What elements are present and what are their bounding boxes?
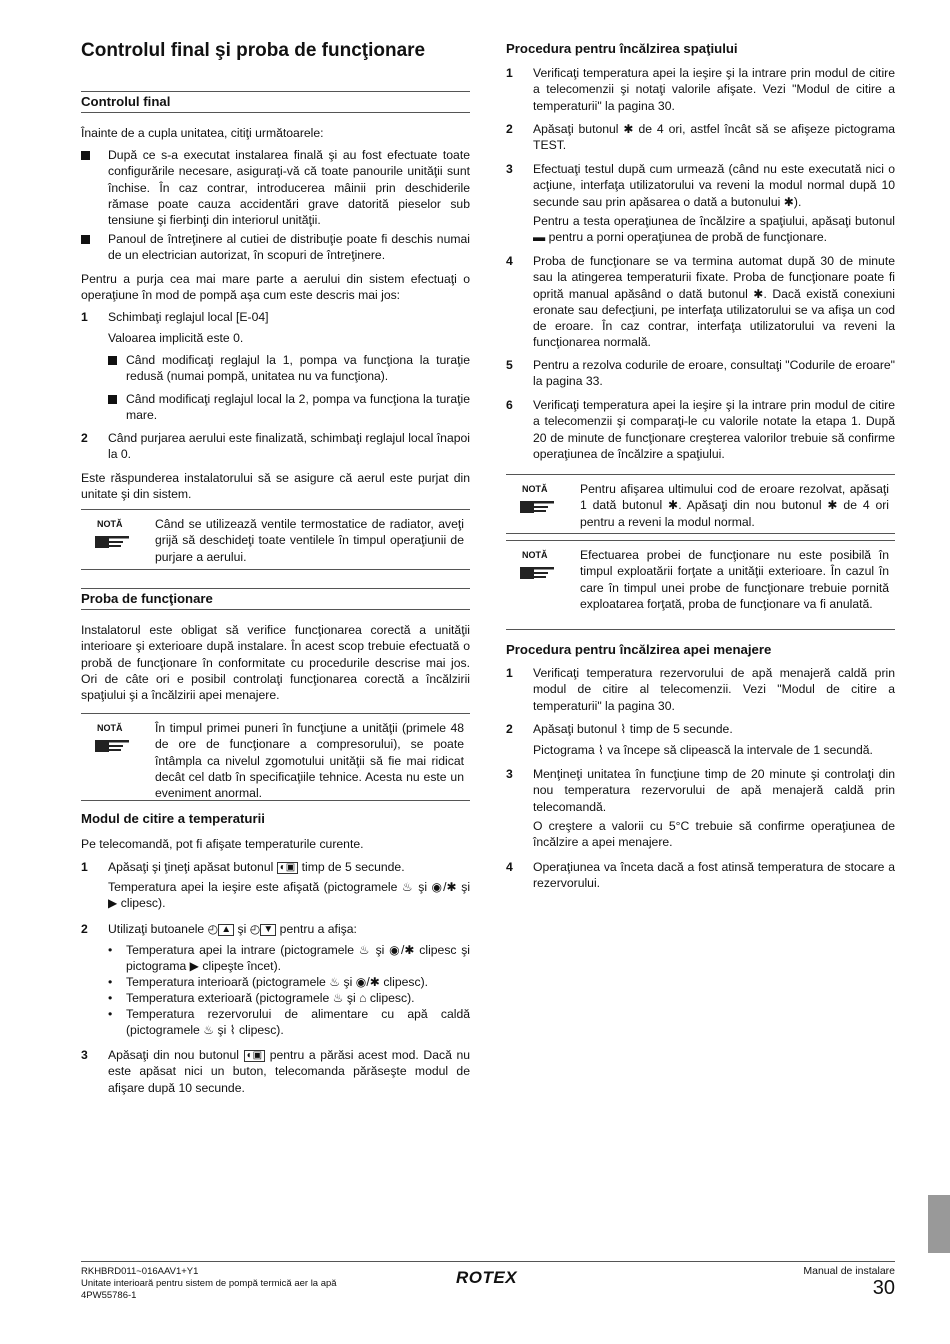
- step-text: Verificaţi temperatura apei la ieşire şi la intrare prin modul de citire a telecomenzii şi notaţi valorile afişate. Vezi "Modul de citire a temperaturii" la pagina 30.: [533, 66, 895, 113]
- footer-doc-number: 4PW55786-1: [81, 1290, 137, 1301]
- step-number: 3: [81, 1048, 88, 1062]
- step-text-part: şi: [237, 922, 247, 936]
- bullet-text: După ce s-a executat instalarea finală şi au fost efectuate toate configurările necesare, asiguraţi-vă că toate panourile unităţii sunt închise. În caz contrar, introducerea mâinii prin deschiderile rămase poate cauza accidentări grave datorită pieselor sub tensiune şi fierbinţi din interiorul unităţii.: [108, 148, 470, 228]
- step-default-text: Valoarea implicită este 0.: [108, 331, 244, 345]
- sub-bullet-text: Când modificaţi reglajul la 1, pompa va funcţiona la turaţie redusă (numai pompă, unitatea nu va funcţiona).: [126, 353, 470, 384]
- up-arrow-icon: ▲: [218, 924, 234, 936]
- footer-model: RKHBRD011~016AAV1+Y1: [81, 1266, 199, 1277]
- section-title: Controlul final: [81, 94, 171, 109]
- footer-divider: [81, 1261, 895, 1262]
- step-text-part: şi: [461, 880, 471, 894]
- purge-text: Pentru a purja cea mai mare parte a aerului din sistem efectuaţi o operaţiune în mod de pompă aşa cum este descris mai jos:: [81, 272, 470, 303]
- step-number: 1: [81, 310, 88, 324]
- list-dot: •: [108, 1007, 113, 1021]
- section-heading-test-run: [81, 588, 470, 610]
- step-detail: Pictograma ⌇ va începe să clipească la intervale de 1 secundă.: [533, 743, 873, 757]
- display-button-icon: ◐▣: [277, 862, 299, 874]
- list-dot: •: [108, 943, 113, 957]
- rotex-logo: ROTEX: [456, 1268, 518, 1287]
- pointing-hand-icon: [520, 563, 554, 581]
- pump-icon: ▶: [108, 896, 118, 911]
- footer-manual-label: Manual de instalare: [803, 1265, 895, 1277]
- step-text: Apăsaţi butonul ⌇ timp de 5 secunde.: [533, 722, 733, 736]
- note-label: NOTĂ: [97, 519, 123, 529]
- section-title: Procedura pentru încălzirea spaţiului: [506, 41, 738, 56]
- note-text: Pentru afişarea ultimului cod de eroare rezolvat, apăsaţi 1 dată butonul ✱. Apăsaţi din nou butonul ✱ de 4 ori pentru a reveni la modul normal.: [580, 482, 889, 529]
- note-label: NOTĂ: [522, 484, 548, 494]
- note-box: [506, 474, 895, 534]
- step-number: 2: [81, 922, 88, 936]
- step-text: Efectuaţi testul după cum urmează (când nu este executată nici o acţiune, interfaţa utilizatorului va reveni la modul normal după 10 secunde sau prin apăsarea o dată a butonului ✱).: [533, 162, 895, 209]
- note-box: [506, 540, 895, 630]
- clock-up-button-icon: ◴: [207, 922, 219, 936]
- step-number: 1: [81, 860, 88, 874]
- step-number: 6: [506, 398, 513, 412]
- note-text: În timpul primei puneri în funcţiune a unităţii (primele 48 de ore de funcţionare a compresorului), se poate întâmpla ca nivelul zgomotului unităţii să fie mai ridicat decât cel datb în specificaţiile tehnice. Acesta nu este un eveniment anormal.: [155, 721, 464, 801]
- step-text: Operaţiunea va înceta dacă a fost atinsă temperatura de stocare a rezervorului.: [533, 860, 895, 891]
- step-number: 2: [81, 431, 88, 445]
- step-text-part: Apăsaţi din nou butonul: [108, 1048, 240, 1062]
- step-text-part: timp de 5 secunde.: [301, 860, 405, 874]
- step-number: 2: [506, 122, 513, 136]
- step-text: [108, 1047, 470, 1096]
- pointing-hand-icon: [95, 736, 129, 754]
- intro-text: Înainte de a cupla unitatea, citiţi următoarele:: [81, 126, 324, 140]
- list-item: Temperatura interioară (pictogramele ♨ şi ◉/✱ clipesc).: [126, 975, 429, 989]
- step-text: Verificaţi temperatura apei la ieşire şi la intrare prin modul de citire a telecomenzii şi comparaţi-le cu valorile notate la etapa 1. După 20 de minute de funcţionare creşterea valorilor trebuie să confirme operaţiunea de încălzire a spaţiului.: [533, 398, 895, 461]
- step-detail: Pentru a testa operaţiunea de încălzire a spaţiului, apăsaţi butonul ▬ pentru a porni operaţiunea de probă de funcţionare.: [533, 214, 895, 245]
- step-text: [108, 859, 470, 875]
- chapter-side-tab: [928, 1195, 950, 1253]
- note-text: Efectuarea probei de funcţionare nu este posibilă în timpul exploatării forţate a unităţii exterioare. În cazul în care în timpul unei probe de funcţionare trebuie pornită exploatarea forţată, proba de funcţionare va fi anulată.: [580, 548, 889, 611]
- reading-intro: Pe telecomandă, pot fi afişate temperaturile curente.: [81, 837, 364, 851]
- water-icon: ♨: [401, 880, 414, 894]
- list-item: Temperatura exterioară (pictogramele ♨ şi ⌂ clipesc).: [126, 991, 415, 1005]
- step-text: Apăsaţi butonul ✱ de 4 ori, astfel încât să se afişeze pictograma TEST.: [533, 122, 895, 153]
- step-number: 2: [506, 722, 513, 736]
- step-text-part: pentru a afişa:: [279, 922, 357, 936]
- sub-bullet-text: Când modificaţi reglajul local la 2, pompa va funcţiona la turaţie mare.: [126, 392, 470, 423]
- step-text: Proba de funcţionare se va termina automat după 30 de minute sau la atingerea temperaturii fixate. Proba de funcţionare poate fi oprită manual apăsând o dată butonul ✱. Dacă există conexiuni eronate sau defecţiuni, pe interfaţa utilizatorului se va afişa un cod de eroare. În caz contrar, interfaţa utilizatorului va reveni la funcţionarea normală.: [533, 254, 895, 350]
- step-text-part: clipesc).: [120, 896, 166, 911]
- step-number: 3: [506, 162, 513, 176]
- bullet-text: Panoul de întreţinere al cutiei de distribuţie poate fi deschis numai de un electrician autorizat, în scopuri de întreţinere.: [108, 232, 470, 263]
- step-text: [108, 921, 470, 937]
- section-heading-final-check: [81, 91, 470, 113]
- step-text-part: Temperatura apei la ieşire este afişată (pictogramele: [108, 880, 398, 894]
- step-text: Schimbaţi reglajul local [E-04]: [108, 310, 269, 324]
- down-arrow-icon: ▼: [260, 924, 276, 936]
- step-number: 4: [506, 860, 513, 874]
- step-text: Pentru a rezolva codurile de eroare, consultaţi "Codurile de eroare" la pagina 33.: [533, 358, 895, 389]
- note-box: [81, 713, 470, 801]
- sun-snow-icon: ◉/✱: [431, 880, 457, 894]
- clock-down-button-icon: ◴: [249, 922, 261, 936]
- step-number: 3: [506, 767, 513, 781]
- test-run-text: Instalatorul este obligat să verifice funcţionarea corectă a unităţii interioare şi exterioare după instalare. În acest scop trebuie efectuată o probă de funcţionare în conformitate cu procedurile descrise mai jos. Ori de câte ori e posibil controlaţi funcţionarea corectă a încălzirii spaţiului şi a încălzirii apei menajere.: [81, 623, 470, 703]
- display-button-icon: ◐▣: [244, 1050, 266, 1062]
- footer-description: Unitate interioară pentru sistem de pompă termică aer la apă: [81, 1278, 337, 1289]
- list-item: Temperatura apei la intrare (pictogramele ♨ şi ◉/✱ clipesc şi pictograma ▶ clipeşte încet).: [126, 943, 470, 974]
- step-text-part: Utilizaţi butoanele: [108, 922, 205, 936]
- step-text: Menţineţi unitatea în funcţiune timp de 20 minute şi controlaţi din nou temperatura rezervorului de apă menajeră caldă prin telecomandă.: [533, 767, 895, 814]
- page-title: Controlul final şi proba de funcţionare: [81, 40, 426, 61]
- page-number: 30: [872, 1277, 895, 1299]
- step-detail: [108, 879, 470, 912]
- step-number: 1: [506, 66, 513, 80]
- list-dot: •: [108, 975, 113, 989]
- section-title: Procedura pentru încălzirea apei menajere: [506, 642, 772, 657]
- note-label: NOTĂ: [522, 550, 548, 560]
- bullet-marker: [108, 395, 117, 404]
- step-text: Verificaţi temperatura rezervorului de apă menajeră caldă prin modul de citire al telecomenzii. Vezi "Modul de citire a temperaturii" la pagina 30.: [533, 666, 895, 713]
- pointing-hand-icon: [520, 497, 554, 515]
- step-detail: O creştere a valorii cu 5°C trebuie să confirme operaţiunea de încălzire a apei menajere.: [533, 819, 895, 850]
- responsibility-text: Este răspunderea instalatorului să se asigure că aerul este purjat din unitate şi din sistem.: [81, 471, 470, 502]
- bullet-marker: [108, 356, 117, 365]
- section-title: Modul de citire a temperaturii: [81, 811, 265, 826]
- bullet-marker: [81, 151, 90, 160]
- note-label: NOTĂ: [97, 723, 123, 733]
- bullet-marker: [81, 235, 90, 244]
- step-text-part: şi: [418, 880, 428, 894]
- pointing-hand-icon: [95, 532, 129, 550]
- step-number: 1: [506, 666, 513, 680]
- section-title: Proba de funcţionare: [81, 591, 213, 606]
- step-number: 4: [506, 254, 513, 268]
- note-box: [81, 509, 470, 570]
- list-item: Temperatura rezervorului de alimentare cu apă caldă (pictogramele ♨ şi ⌇ clipesc).: [126, 1007, 470, 1038]
- note-text: Când se utilizează ventile termostatice de radiator, aveţi grijă să deschideţi toate ventilele în timpul operaţiunii de purjare a aerului.: [155, 517, 464, 564]
- list-dot: •: [108, 991, 113, 1005]
- step-text-part: pentru a părăsi acest mod. Dacă nu este apăsat nici un buton, telecomanda părăseşte modul de afişare după 10 secunde.: [108, 1048, 470, 1095]
- step-number: 5: [506, 358, 513, 372]
- step-text: Când purjarea aerului este finalizată, schimbaţi reglajul local înapoi la 0.: [108, 431, 470, 462]
- step-text-part: Apăsaţi şi ţineţi apăsat butonul: [108, 860, 274, 874]
